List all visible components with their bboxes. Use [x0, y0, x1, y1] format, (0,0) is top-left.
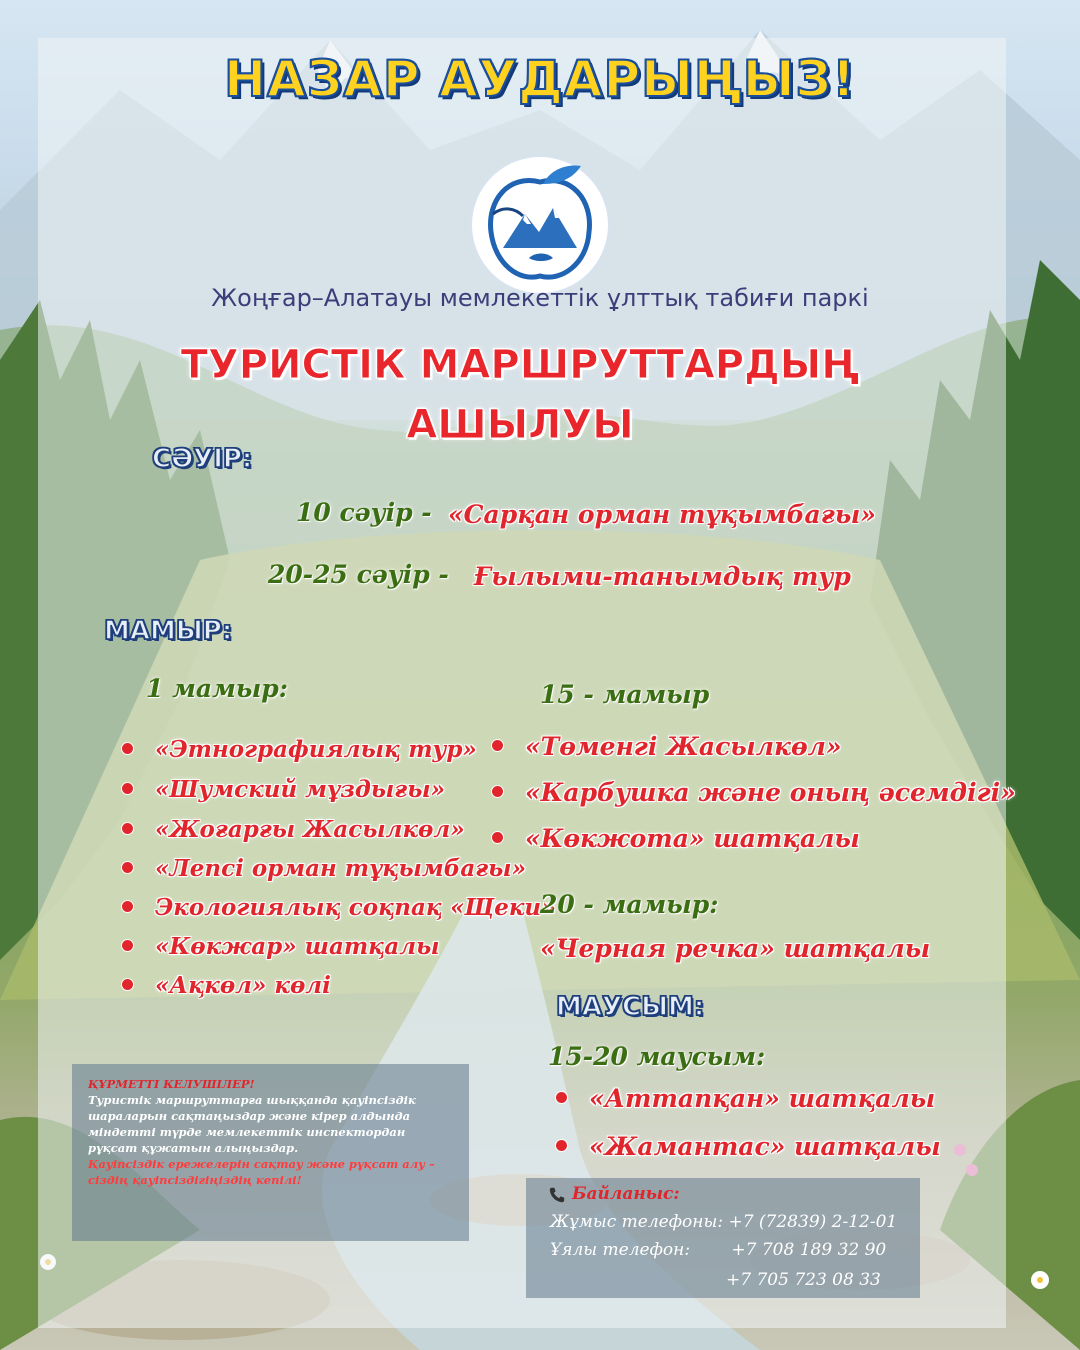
april-date-2: 20-25 сәуір - [268, 560, 449, 589]
bullet-icon [492, 786, 503, 797]
bullet-icon [122, 823, 133, 834]
may1-route-item: «Жоғарғы Жасылкөл» [122, 816, 465, 843]
work-phone-row [550, 1212, 897, 1232]
bullet-icon [122, 901, 133, 912]
may1-route-item: «Лепсі орман тұқымбағы» [122, 855, 526, 882]
bullet-icon [122, 783, 133, 794]
mobile-phone-label: Ұялы телефон: [550, 1240, 691, 1260]
april-date-1: 10 сәуір - [296, 498, 432, 527]
bullet-icon [122, 743, 133, 754]
june-date: 15-20 маусым: [548, 1042, 766, 1071]
may1-route-item: «Көкжар» шатқалы [122, 933, 440, 960]
may20-date: 20 - мамыр: [540, 890, 719, 919]
contact-heading: Байланыс: [548, 1184, 680, 1204]
mobile-phone-row [550, 1240, 886, 1260]
may1-route-item: «Этнографиялық тур» [122, 736, 477, 763]
may1-route-item: «Шумский мұздығы» [122, 776, 445, 803]
park-logo-icon [469, 154, 611, 296]
title-line-1: ТУРИСТІК МАРШРУТТАРДЫҢ [180, 342, 860, 388]
april-route-2: Ғылыми-танымдық тур [474, 562, 851, 591]
month-april-label: СӘУІР: [152, 444, 253, 474]
bullet-icon [122, 979, 133, 990]
contact-box [526, 1178, 920, 1298]
bullet-icon [556, 1140, 567, 1151]
bullet-icon [492, 740, 503, 751]
visitor-notice-box [72, 1064, 469, 1241]
april-route-1: «Сарқан орман тұқымбағы» [448, 500, 876, 529]
may1-route-item: «Ақкөл» көлі [122, 972, 331, 999]
may15-route-item: «Төменгі Жасылкөл» [492, 732, 842, 761]
may1-route-item: Экологиялық соқпақ «Щеки» [122, 894, 556, 921]
may1-date: 1 мамыр: [146, 674, 288, 703]
park-name: Жоңғар–Алатауы мемлекеттік ұлттық табиғи паркі [211, 284, 869, 312]
work-phone-label: Жұмыс телефоны: [550, 1212, 724, 1232]
may20-route: «Черная речка» шатқалы [540, 934, 931, 963]
bullet-icon [556, 1092, 567, 1103]
may15-route-item: «Карбушка және оның әсемдігі» [492, 778, 1016, 807]
may15-date: 15 - мамыр [540, 680, 710, 709]
phone-icon [548, 1186, 566, 1204]
work-phone-number[interactable]: +7 (72839) 2-12-01 [728, 1212, 898, 1232]
notice-closing: Қауіпсіздік ережелерін сақтау және рұқсат алу – сіздің қауіпсіздігіңіздің кепілі! [88, 1157, 435, 1187]
attention-headline: НАЗАР АУДАРЫҢЫЗ! [224, 50, 856, 108]
mobile-phone-number-1[interactable]: +7 708 189 32 90 [731, 1240, 887, 1260]
may15-route-item: «Көкжота» шатқалы [492, 824, 860, 853]
month-june-label: МАУСЫМ: [556, 992, 705, 1022]
month-may-label: МАМЫР: [104, 616, 233, 646]
bullet-icon [122, 862, 133, 873]
title-line-2: АШЫЛУЫ [406, 402, 634, 448]
notice-heading: ҚҰРМЕТТІ КЕЛУШІЛЕР! [88, 1077, 255, 1091]
june-route-item: «Жамантас» шатқалы [556, 1132, 941, 1161]
june-route-item: «Аттапқан» шатқалы [556, 1084, 935, 1113]
bullet-icon [492, 832, 503, 843]
notice-body: Туристік маршруттарға шыққанда қауіпсіздік шараларын сақтаңыздар және кірер алдында міндетті түрде мемлекеттік инспектордан рұқсат құжатын алыңыздар. [88, 1093, 416, 1155]
mobile-phone-number-2[interactable]: +7 705 723 08 33 [726, 1270, 881, 1290]
bullet-icon [122, 940, 133, 951]
